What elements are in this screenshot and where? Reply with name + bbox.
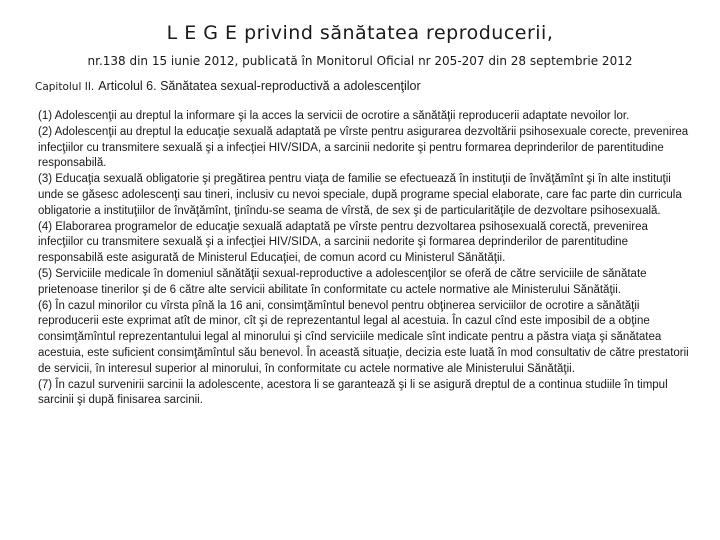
article-title: Articolul 6. Sănătatea sexual-reproductivă a adolescenţilor [98,79,421,93]
paragraph-1: (1) Adolescenţii au dreptul la informare şi la acces la servicii de ocrotire a sănătăţii reproducerii adaptate nevoilor lor. [38,110,630,122]
paragraph-7: (7) În cazul survenirii sarcinii la adolescente, acestora li se garantează şi li se asigură dreptul de a continua studiile în timpul sarcinii şi după finisarea sarcinii. [38,378,668,407]
paragraph-6: (6) În cazul minorilor cu vîrsta pînă la 16 ani, consimţămîntul benevol pentru obţinerea serviciilor de ocrotire a sănătăţii reproducerii este exprimat atît de minor, cît şi de reprezentantul legal al acestuia. În cazul cînd este imposibil de a obţine consimţămîntul reprezentantului legal al minorului şi cînd serviciile medicale sînt indicate pentru a păstra viaţa şi sănătatea acestuia, este suficient consimţămîntul său benevol. În această situaţie, decizia este luată în mod consultativ de către prestatorii de servicii, în interesul superior al minorului, în conformitate cu actele normative ale Ministerului Sănătăţii. [38,299,689,375]
paragraph-3: (3) Educaţia sexuală obligatorie şi pregătirea pentru viaţa de familie se efectuează în instituţii de învăţămînt şi în alte instituţii unde se găsesc adolescenţi sau tineri, inclusiv cu nevoi speciale, după programe special elaborate, care fac parte din curricula obligatorie a instituţiilor de învăţămînt, ţinîndu-se seama de vîrstă, de sex şi de particularităţile de dezvoltare psihosexuală. [38,173,682,217]
paragraph-4: (4) Elaborarea programelor de educaţie sexuală adaptată pe vîrste pentru dezvoltarea psihosexuală corectă, prevenirea infecţiilor cu transmitere sexuală şi a infecţiei HIV/SIDA, a sarcinii nedorite şi formarea deprinderilor de parentitudine responsabilă este asigurată de Ministerul Educaţiei, de comun acord cu Ministerul Sănătăţii. [38,220,648,265]
chapter-article-heading [35,77,421,95]
article-body [38,109,690,409]
chapter-label: Capitolul II. [35,81,95,93]
law-title: L E G E privind sănătatea reproducerii, [166,22,554,44]
paragraph-5: (5) Serviciile medicale în domeniul sănătăţii sexual-reproductive a adolescenţilor se oferă de către serviciile de sănătate prietenoase tinerilor şi de 6 către alte servicii abilitate în conformitate cu actele normative ale Ministerului Sănătăţii. [38,267,647,296]
paragraph-2: (2) Adolescenţii au dreptul la educaţie sexuală adaptată pe vîrste pentru asigurarea dezvoltării psihosexuale corecte, prevenirea infecţiilor cu transmitere sexuală şi a infecţiei HIV/SIDA, a sarcinii nedorite şi pentru formarea deprinderilor de parentitudine responsabilă. [38,125,689,170]
publication-info: nr.138 din 15 iunie 2012, publicată în Monitorul Oficial nr 205-207 din 28 septembrie 2012 [87,54,633,68]
